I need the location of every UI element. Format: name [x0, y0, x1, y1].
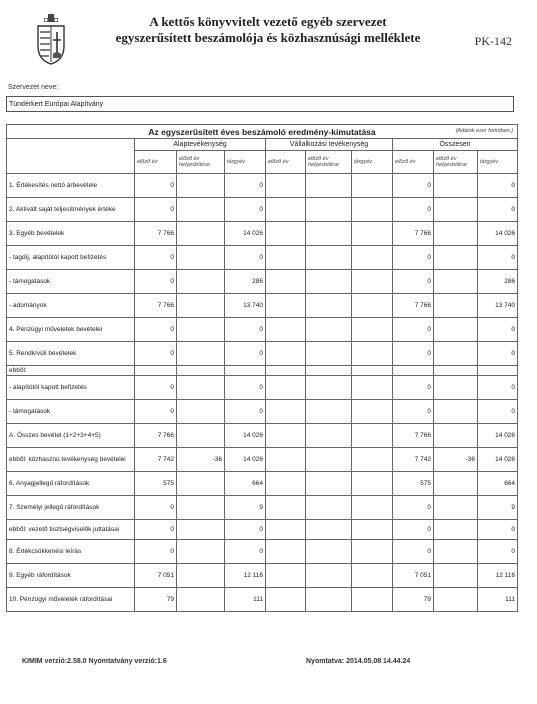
value-cell: 14 026: [478, 448, 518, 472]
document-header: [30, 12, 520, 68]
value-cell: [306, 520, 352, 540]
title-line-1: A kettős könyvvitelt vezető egyéb szervezet: [149, 14, 387, 29]
value-cell: 286: [478, 270, 518, 294]
value-cell: [266, 496, 306, 520]
table-row: [7, 496, 518, 520]
value-cell: [266, 376, 306, 400]
value-cell: [306, 376, 352, 400]
unit-note: (Adatok ezer forintban.): [455, 128, 514, 134]
value-cell: [434, 246, 478, 270]
value-cell: [352, 342, 393, 366]
value-cell: 0: [135, 318, 177, 342]
value-cell: 0: [393, 174, 434, 198]
value-cell: [434, 564, 478, 588]
value-cell: 12 116: [478, 564, 518, 588]
value-cell: 0: [225, 342, 266, 366]
value-cell: 0: [393, 376, 434, 400]
value-cell: [434, 222, 478, 246]
value-cell: 0: [135, 520, 177, 540]
value-cell: 0: [393, 342, 434, 366]
row-label: 4. Pénzügyi műveletek bevételei: [7, 318, 135, 342]
value-cell: 111: [225, 588, 266, 612]
value-cell: 0: [393, 270, 434, 294]
value-cell: 0: [135, 496, 177, 520]
row-label: 1. Értékesítés nettó árbevétele: [7, 174, 135, 198]
value-cell: [177, 366, 225, 376]
table-row: [7, 424, 518, 448]
value-cell: [434, 540, 478, 564]
document-title: [98, 14, 438, 46]
value-cell: 7 766: [393, 424, 434, 448]
value-cell: [177, 400, 225, 424]
value-cell: [266, 540, 306, 564]
value-cell: 14 026: [225, 448, 266, 472]
value-cell: [434, 496, 478, 520]
table-row: [7, 222, 518, 246]
value-cell: [177, 564, 225, 588]
group-header-total: Összesen: [393, 139, 518, 151]
value-cell: [352, 472, 393, 496]
subheader-current-year: tárgyév: [225, 151, 266, 174]
label-header-cell: [7, 139, 135, 174]
value-cell: 9: [478, 496, 518, 520]
organization-label: Szervezet neve:: [8, 84, 59, 91]
value-cell: 0: [135, 376, 177, 400]
value-cell: 0: [135, 270, 177, 294]
value-cell: [306, 564, 352, 588]
table-row: [7, 520, 518, 540]
value-cell: 14 026: [225, 424, 266, 448]
value-cell: [306, 294, 352, 318]
table-row: [7, 540, 518, 564]
value-cell: 7 766: [393, 222, 434, 246]
value-cell: [352, 448, 393, 472]
value-cell: [352, 564, 393, 588]
value-cell: 13 740: [225, 294, 266, 318]
value-cell: 14 026: [225, 222, 266, 246]
row-label: 5. Rendkívüli bevételek: [7, 342, 135, 366]
row-label: 9. Egyéb ráfordítások: [7, 564, 135, 588]
table-title: [7, 125, 518, 139]
table-row: [7, 448, 518, 472]
value-cell: [434, 376, 478, 400]
value-cell: [266, 198, 306, 222]
value-cell: 0: [225, 174, 266, 198]
value-cell: [352, 270, 393, 294]
value-cell: 0: [393, 400, 434, 424]
form-code: PK-142: [474, 34, 512, 48]
value-cell: [352, 400, 393, 424]
value-cell: 7 051: [393, 564, 434, 588]
value-cell: 0: [478, 400, 518, 424]
value-cell: 0: [135, 400, 177, 424]
value-cell: [266, 564, 306, 588]
value-cell: [306, 318, 352, 342]
value-cell: 575: [393, 472, 434, 496]
value-cell: [352, 294, 393, 318]
value-cell: 0: [478, 318, 518, 342]
value-cell: 0: [135, 246, 177, 270]
value-cell: [177, 540, 225, 564]
row-label: - támogatások: [7, 270, 135, 294]
value-cell: [434, 424, 478, 448]
value-cell: 7 766: [135, 222, 177, 246]
group-header-basic: Alaptevékenység: [135, 139, 266, 151]
value-cell: 0: [225, 400, 266, 424]
value-cell: [352, 424, 393, 448]
print-timestamp: Nyomtatva: 2014.05.08 14.44.24: [306, 658, 411, 665]
value-cell: 7 742: [393, 448, 434, 472]
value-cell: 0: [135, 198, 177, 222]
value-cell: 0: [393, 496, 434, 520]
value-cell: 0: [393, 246, 434, 270]
value-cell: [266, 588, 306, 612]
subheader-prev-year: előző év: [266, 151, 306, 174]
value-cell: [177, 294, 225, 318]
row-label: ebből: vezető tisztségviselők juttatásai: [7, 520, 135, 540]
value-cell: 0: [393, 318, 434, 342]
value-cell: [177, 174, 225, 198]
row-label: - tagdíj, alapítótól kapott befizetés: [7, 246, 135, 270]
value-cell: [306, 588, 352, 612]
value-cell: [266, 318, 306, 342]
value-cell: [352, 540, 393, 564]
value-cell: [306, 198, 352, 222]
value-cell: 0: [393, 540, 434, 564]
value-cell: [352, 496, 393, 520]
value-cell: 664: [478, 472, 518, 496]
value-cell: 7 766: [393, 294, 434, 318]
value-cell: [266, 400, 306, 424]
table-title-text: Az egyszerűsített éves beszámoló eredmény-kimutatása: [148, 126, 376, 137]
value-cell: [434, 588, 478, 612]
subheader-prev-year: előző év: [135, 151, 177, 174]
value-cell: [352, 246, 393, 270]
value-cell: 286: [225, 270, 266, 294]
value-cell: [306, 424, 352, 448]
value-cell: [352, 366, 393, 376]
value-cell: [177, 588, 225, 612]
value-cell: 0: [478, 520, 518, 540]
value-cell: 0: [478, 376, 518, 400]
value-cell: [306, 174, 352, 198]
table-row: [7, 342, 518, 366]
value-cell: 0: [225, 246, 266, 270]
value-cell: -36: [434, 448, 478, 472]
table-row: [7, 294, 518, 318]
value-cell: [266, 424, 306, 448]
value-cell: [352, 520, 393, 540]
group-header-business: Vállalkozási tevékenység: [266, 139, 393, 151]
title-line-2: egyszerűsített beszámolója és közhasznúsági melléklete: [115, 30, 421, 45]
value-cell: 7 766: [135, 294, 177, 318]
value-cell: 7 051: [135, 564, 177, 588]
subheader-prev-year-correction: előző év helyesbítése: [177, 151, 225, 174]
value-cell: [177, 376, 225, 400]
row-label: 3. Egyéb bevételek: [7, 222, 135, 246]
value-cell: 13 740: [478, 294, 518, 318]
value-cell: 0: [478, 540, 518, 564]
value-cell: [306, 342, 352, 366]
value-cell: [266, 472, 306, 496]
row-label: A. Összes bevétel (1+2+3+4+5): [7, 424, 135, 448]
value-cell: [266, 294, 306, 318]
subheader-prev-year-correction: előző év helyesbítése: [434, 151, 478, 174]
value-cell: 0: [225, 520, 266, 540]
value-cell: 0: [478, 246, 518, 270]
subheader-prev-year-correction: előző év helyesbítése: [306, 151, 352, 174]
value-cell: 0: [135, 540, 177, 564]
value-cell: [434, 294, 478, 318]
table-row: [7, 366, 518, 376]
table-row: [7, 588, 518, 612]
value-cell: 0: [478, 198, 518, 222]
value-cell: 575: [135, 472, 177, 496]
row-label: 2. Aktivált saját teljesítmények értéke: [7, 198, 135, 222]
value-cell: [306, 366, 352, 376]
value-cell: -36: [177, 448, 225, 472]
table-row: [7, 376, 518, 400]
value-cell: [177, 246, 225, 270]
value-cell: [434, 174, 478, 198]
coat-of-arms-icon: [30, 12, 72, 66]
value-cell: [177, 342, 225, 366]
value-cell: [306, 448, 352, 472]
value-cell: [352, 588, 393, 612]
value-cell: 0: [225, 376, 266, 400]
value-cell: 7 766: [135, 424, 177, 448]
row-label: 6. Anyagjellegű ráfordítások: [7, 472, 135, 496]
value-cell: [434, 270, 478, 294]
subheader-current-year: tárgyév: [352, 151, 393, 174]
value-cell: 9: [225, 496, 266, 520]
value-cell: [177, 520, 225, 540]
value-cell: [306, 270, 352, 294]
value-cell: [434, 342, 478, 366]
value-cell: [352, 318, 393, 342]
value-cell: [177, 472, 225, 496]
table-row: [7, 246, 518, 270]
table-row: [7, 400, 518, 424]
value-cell: 12 116: [225, 564, 266, 588]
value-cell: 0: [225, 540, 266, 564]
value-cell: [266, 246, 306, 270]
value-cell: [306, 540, 352, 564]
table-row: [7, 270, 518, 294]
value-cell: [434, 318, 478, 342]
version-info: KIMIM verzió:2.58.0 Nyomtatvány verzió:1.6: [22, 658, 167, 665]
value-cell: [434, 472, 478, 496]
row-label: ebből:: [7, 366, 135, 376]
value-cell: 0: [135, 342, 177, 366]
value-cell: [266, 342, 306, 366]
table-row: [7, 318, 518, 342]
value-cell: [478, 366, 518, 376]
value-cell: [266, 520, 306, 540]
value-cell: 0: [393, 198, 434, 222]
value-cell: [306, 222, 352, 246]
value-cell: [177, 222, 225, 246]
row-label: ebből: közhasznú tevékenység bevételei: [7, 448, 135, 472]
value-cell: 7 742: [135, 448, 177, 472]
subheader-prev-year: előző év: [393, 151, 434, 174]
value-cell: 14 026: [478, 222, 518, 246]
value-cell: [177, 496, 225, 520]
row-label: - adományok: [7, 294, 135, 318]
value-cell: [434, 400, 478, 424]
value-cell: 0: [478, 342, 518, 366]
value-cell: [306, 400, 352, 424]
value-cell: [225, 366, 266, 376]
value-cell: [177, 424, 225, 448]
value-cell: 0: [393, 520, 434, 540]
table-row: [7, 472, 518, 496]
value-cell: [266, 222, 306, 246]
value-cell: [352, 222, 393, 246]
subheader-current-year: tárgyév: [478, 151, 518, 174]
value-cell: [352, 198, 393, 222]
value-cell: 79: [135, 588, 177, 612]
value-cell: 0: [225, 318, 266, 342]
value-cell: [434, 366, 478, 376]
value-cell: [393, 366, 434, 376]
value-cell: 664: [225, 472, 266, 496]
value-cell: 111: [478, 588, 518, 612]
value-cell: [306, 472, 352, 496]
value-cell: [135, 366, 177, 376]
value-cell: 79: [393, 588, 434, 612]
value-cell: [266, 174, 306, 198]
table-row: [7, 564, 518, 588]
value-cell: [177, 318, 225, 342]
table-row: [7, 198, 518, 222]
value-cell: 0: [478, 174, 518, 198]
income-statement-table: [6, 124, 518, 612]
value-cell: [266, 366, 306, 376]
value-cell: [434, 198, 478, 222]
row-label: 7. Személyi jellegű ráfordítások: [7, 496, 135, 520]
value-cell: 14 026: [478, 424, 518, 448]
value-cell: [306, 496, 352, 520]
value-cell: [266, 448, 306, 472]
value-cell: [352, 376, 393, 400]
value-cell: [434, 520, 478, 540]
row-label: - támogatások: [7, 400, 135, 424]
row-label: - alapítótól kapott befizetés: [7, 376, 135, 400]
value-cell: [266, 270, 306, 294]
value-cell: [306, 246, 352, 270]
value-cell: [352, 174, 393, 198]
row-label: 10. Pénzügyi műveletek ráfordításai: [7, 588, 135, 612]
value-cell: [177, 198, 225, 222]
row-label: 8. Értékcsökkenési leírás: [7, 540, 135, 564]
table-row: [7, 174, 518, 198]
value-cell: 0: [225, 198, 266, 222]
value-cell: 0: [135, 174, 177, 198]
value-cell: [177, 270, 225, 294]
organization-name-field: Tündérkert Európai Alapítvány: [6, 96, 514, 112]
